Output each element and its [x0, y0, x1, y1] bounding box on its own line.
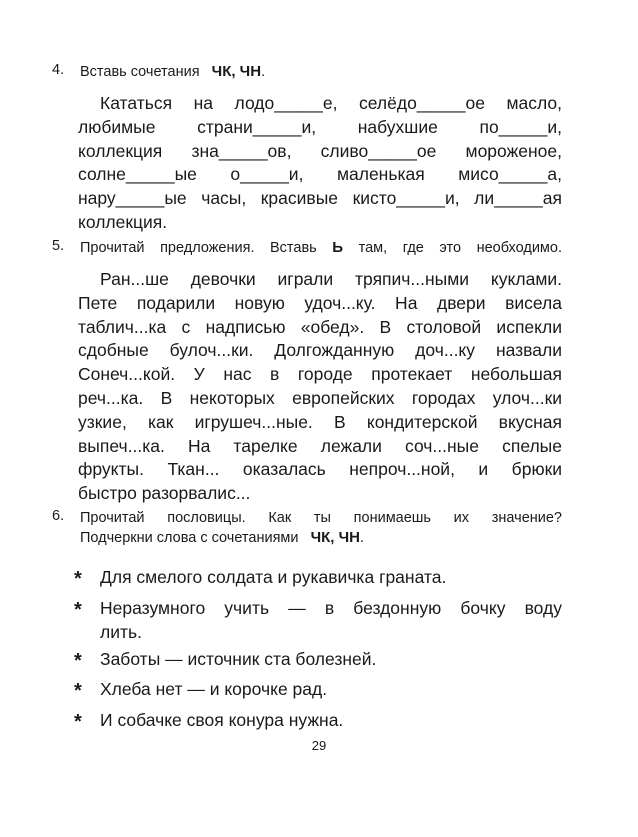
task-text: Кататься на лодо_____е, селёдо_____ое масло, любимые страни_____и, набухшие по_____и, коллекция зна_____ов, сливо_____ое мороженое, солне_____ые о_____и, маленькая мисо_____а, нару_____ые часы, красивые кисто_____и, ли_____ая коллекция. [78, 93, 562, 232]
task-instruction: Прочитай предложения. Вставь Ь там, где это необходимо. [80, 239, 562, 256]
proverb-item: * И собачке своя конура нужна. [74, 710, 344, 733]
proverb-item: * Хлеба нет — и корочке рад. [74, 679, 328, 702]
proverb-item: * Для смелого солдата и рукавичка граната. [74, 567, 447, 590]
asterisk-icon: * [74, 711, 82, 733]
proverb-item: * Неразумного учить — в бездонную бочку воду лить. [74, 598, 562, 642]
asterisk-icon: * [74, 568, 82, 590]
task-number: 4. [52, 62, 65, 78]
asterisk-icon: * [74, 599, 82, 621]
task-instruction-line-2: Подчеркни слова с сочетаниями ЧК, ЧН. [80, 529, 365, 546]
task-instruction-line-1: Прочитай пословицы. Как ты понимаешь их значение? [80, 510, 562, 526]
task-number: 5. [52, 238, 65, 254]
task-5 [52, 238, 562, 506]
proverb-item: * Заботы — источник ста болезней. [74, 649, 377, 672]
task-text: Ран...ше девочки играли тряпич...ными куклами. Пете подарили новую удоч...ку. На двери висела таблич...ка с надписью «обед». В столовой испекли сдобные булоч...ки. Долгожданную доч...ку назвали Сонеч...кой. У нас в городе протекает небольшая реч...ка. В некоторых европейских городах улоч...ки узкие, как игрушеч...ные. В кондитерской вкусная выпеч...ка. На тарелке лежали соч...ные спелые фрукты. Ткан... оказалась непроч...ной, и брюки быстро разорвалис... [78, 269, 562, 504]
task-instruction: Вставь сочетания ЧК, ЧН. [80, 63, 266, 80]
page-number: 29 [311, 738, 327, 753]
task-number: 6. [52, 508, 65, 524]
asterisk-icon: * [74, 680, 82, 702]
task-6 [52, 508, 562, 548]
task-4 [52, 62, 562, 235]
asterisk-icon: * [74, 650, 82, 672]
